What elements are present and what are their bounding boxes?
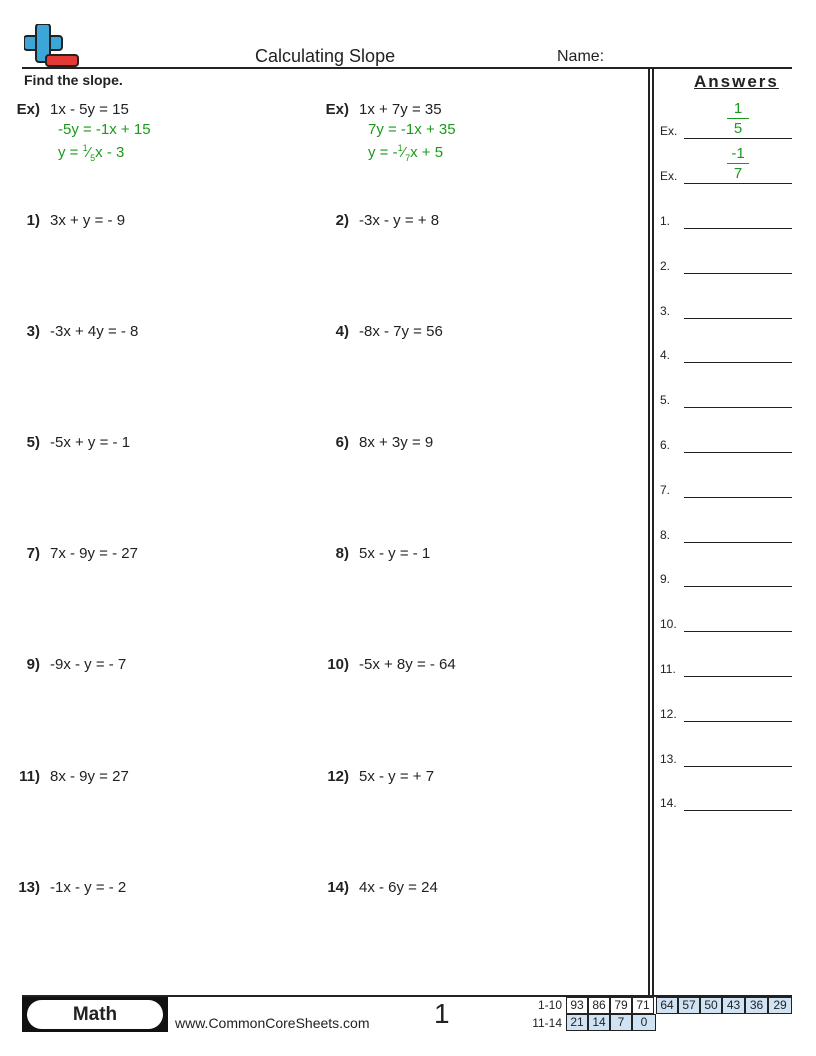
example-answer: -1 7	[723, 145, 753, 182]
example-step: $y = ^1⁄_5x - 3$	[58, 143, 125, 163]
problem: 6) 8x + 3y = 9	[335, 434, 434, 451]
answer-blank[interactable]	[684, 318, 792, 319]
answer-column-divider	[648, 69, 650, 996]
answer-blank[interactable]	[684, 497, 792, 498]
answer-label: 11.	[660, 662, 676, 676]
answer-line	[684, 183, 792, 184]
score-cell: 50	[700, 997, 722, 1014]
problem: 13) -1x - y = - 2	[18, 879, 127, 896]
answer-blank[interactable]	[684, 810, 792, 811]
score-cell: 21	[566, 1014, 588, 1031]
example-step: 7y = -1x + 35	[368, 121, 456, 138]
problem: 7) 7x - 9y = - 27	[26, 545, 138, 562]
problem: 12) 5x - y = + 7	[327, 768, 435, 785]
score-row-label: 1-10	[537, 998, 562, 1012]
problem: 1) 3x + y = - 9	[26, 212, 126, 229]
page-title: Calculating Slope	[255, 46, 396, 66]
answer-blank[interactable]	[684, 631, 792, 632]
answer-blank[interactable]	[684, 542, 792, 543]
problem: 11) 8x - 9y = 27	[19, 768, 129, 785]
answer-blank[interactable]	[684, 273, 792, 274]
score-cell: 93	[566, 997, 588, 1014]
answers-title: Answers	[694, 72, 779, 91]
answer-label: 10.	[660, 617, 677, 631]
example-step: -5y = -1x + 15	[58, 121, 151, 138]
score-cell: 7	[610, 1014, 632, 1031]
answer-label: 2.	[660, 259, 671, 273]
answer-label: 1.	[660, 214, 671, 228]
name-label: Name:	[557, 48, 605, 65]
answer-label: 6.	[660, 438, 671, 452]
problem: 2) -3x - y = + 8	[335, 212, 440, 229]
answer-blank[interactable]	[684, 228, 792, 229]
score-cell: 36	[745, 997, 768, 1014]
answer-blank[interactable]	[684, 362, 792, 363]
example-problem: Ex) 1x - 5y = 15	[16, 101, 129, 118]
example-step: $y = -^1⁄_7x + 5$	[368, 143, 444, 163]
problem: 5) -5x + y = - 1	[26, 434, 131, 451]
answer-blank[interactable]	[684, 407, 792, 408]
plus-minus-logo-icon	[24, 24, 80, 68]
problem: 9) -9x - y = - 7	[26, 656, 127, 673]
site-url: www.CommonCoreSheets.com	[175, 1015, 370, 1031]
answer-label: Ex.	[660, 169, 678, 183]
answer-blank[interactable]	[684, 721, 792, 722]
answer-label: 7.	[660, 483, 671, 497]
answer-label: 5.	[660, 393, 671, 407]
answer-label: 14.	[660, 796, 677, 810]
score-cell: 14	[588, 1014, 610, 1031]
answer-label: 4.	[660, 348, 671, 362]
problem: 3) -3x + 4y = - 8	[26, 323, 139, 340]
answer-blank[interactable]	[684, 766, 792, 767]
answer-blank[interactable]	[684, 452, 792, 453]
problem: 10) -5x + 8y = - 64	[327, 656, 456, 673]
example-problem: Ex) 1x + 7y = 35	[325, 101, 442, 118]
score-cell: 0	[632, 1014, 656, 1031]
score-cell: 29	[768, 997, 792, 1014]
answer-label: 13.	[660, 752, 677, 766]
answer-column-divider	[652, 69, 654, 996]
problem: 14) 4x - 6y = 24	[327, 879, 438, 896]
score-cell: 71	[632, 997, 654, 1014]
score-row-label: 11-14	[532, 1016, 562, 1030]
answer-label: 12.	[660, 707, 677, 721]
answer-label: 8.	[660, 528, 671, 542]
problem: 4) -8x - 7y = 56	[335, 323, 443, 340]
score-cell: 64	[656, 997, 678, 1014]
score-cell: 43	[722, 997, 745, 1014]
problem: 8) 5x - y = - 1	[335, 545, 431, 562]
answer-blank[interactable]	[684, 676, 792, 677]
answer-line	[684, 138, 792, 139]
score-cell: 79	[610, 997, 632, 1014]
score-cell: 86	[588, 997, 610, 1014]
example-answer: 1 5	[723, 100, 753, 137]
page-number: 1	[434, 998, 450, 1029]
answer-label: Ex.	[660, 124, 678, 138]
instructions: Find the slope.	[24, 72, 123, 88]
answer-label: 9.	[660, 572, 671, 586]
answer-label: 3.	[660, 304, 671, 318]
header-rule	[22, 67, 792, 69]
answer-blank[interactable]	[684, 586, 792, 587]
subject-label: Math	[27, 1000, 163, 1029]
score-cell: 57	[678, 997, 700, 1014]
